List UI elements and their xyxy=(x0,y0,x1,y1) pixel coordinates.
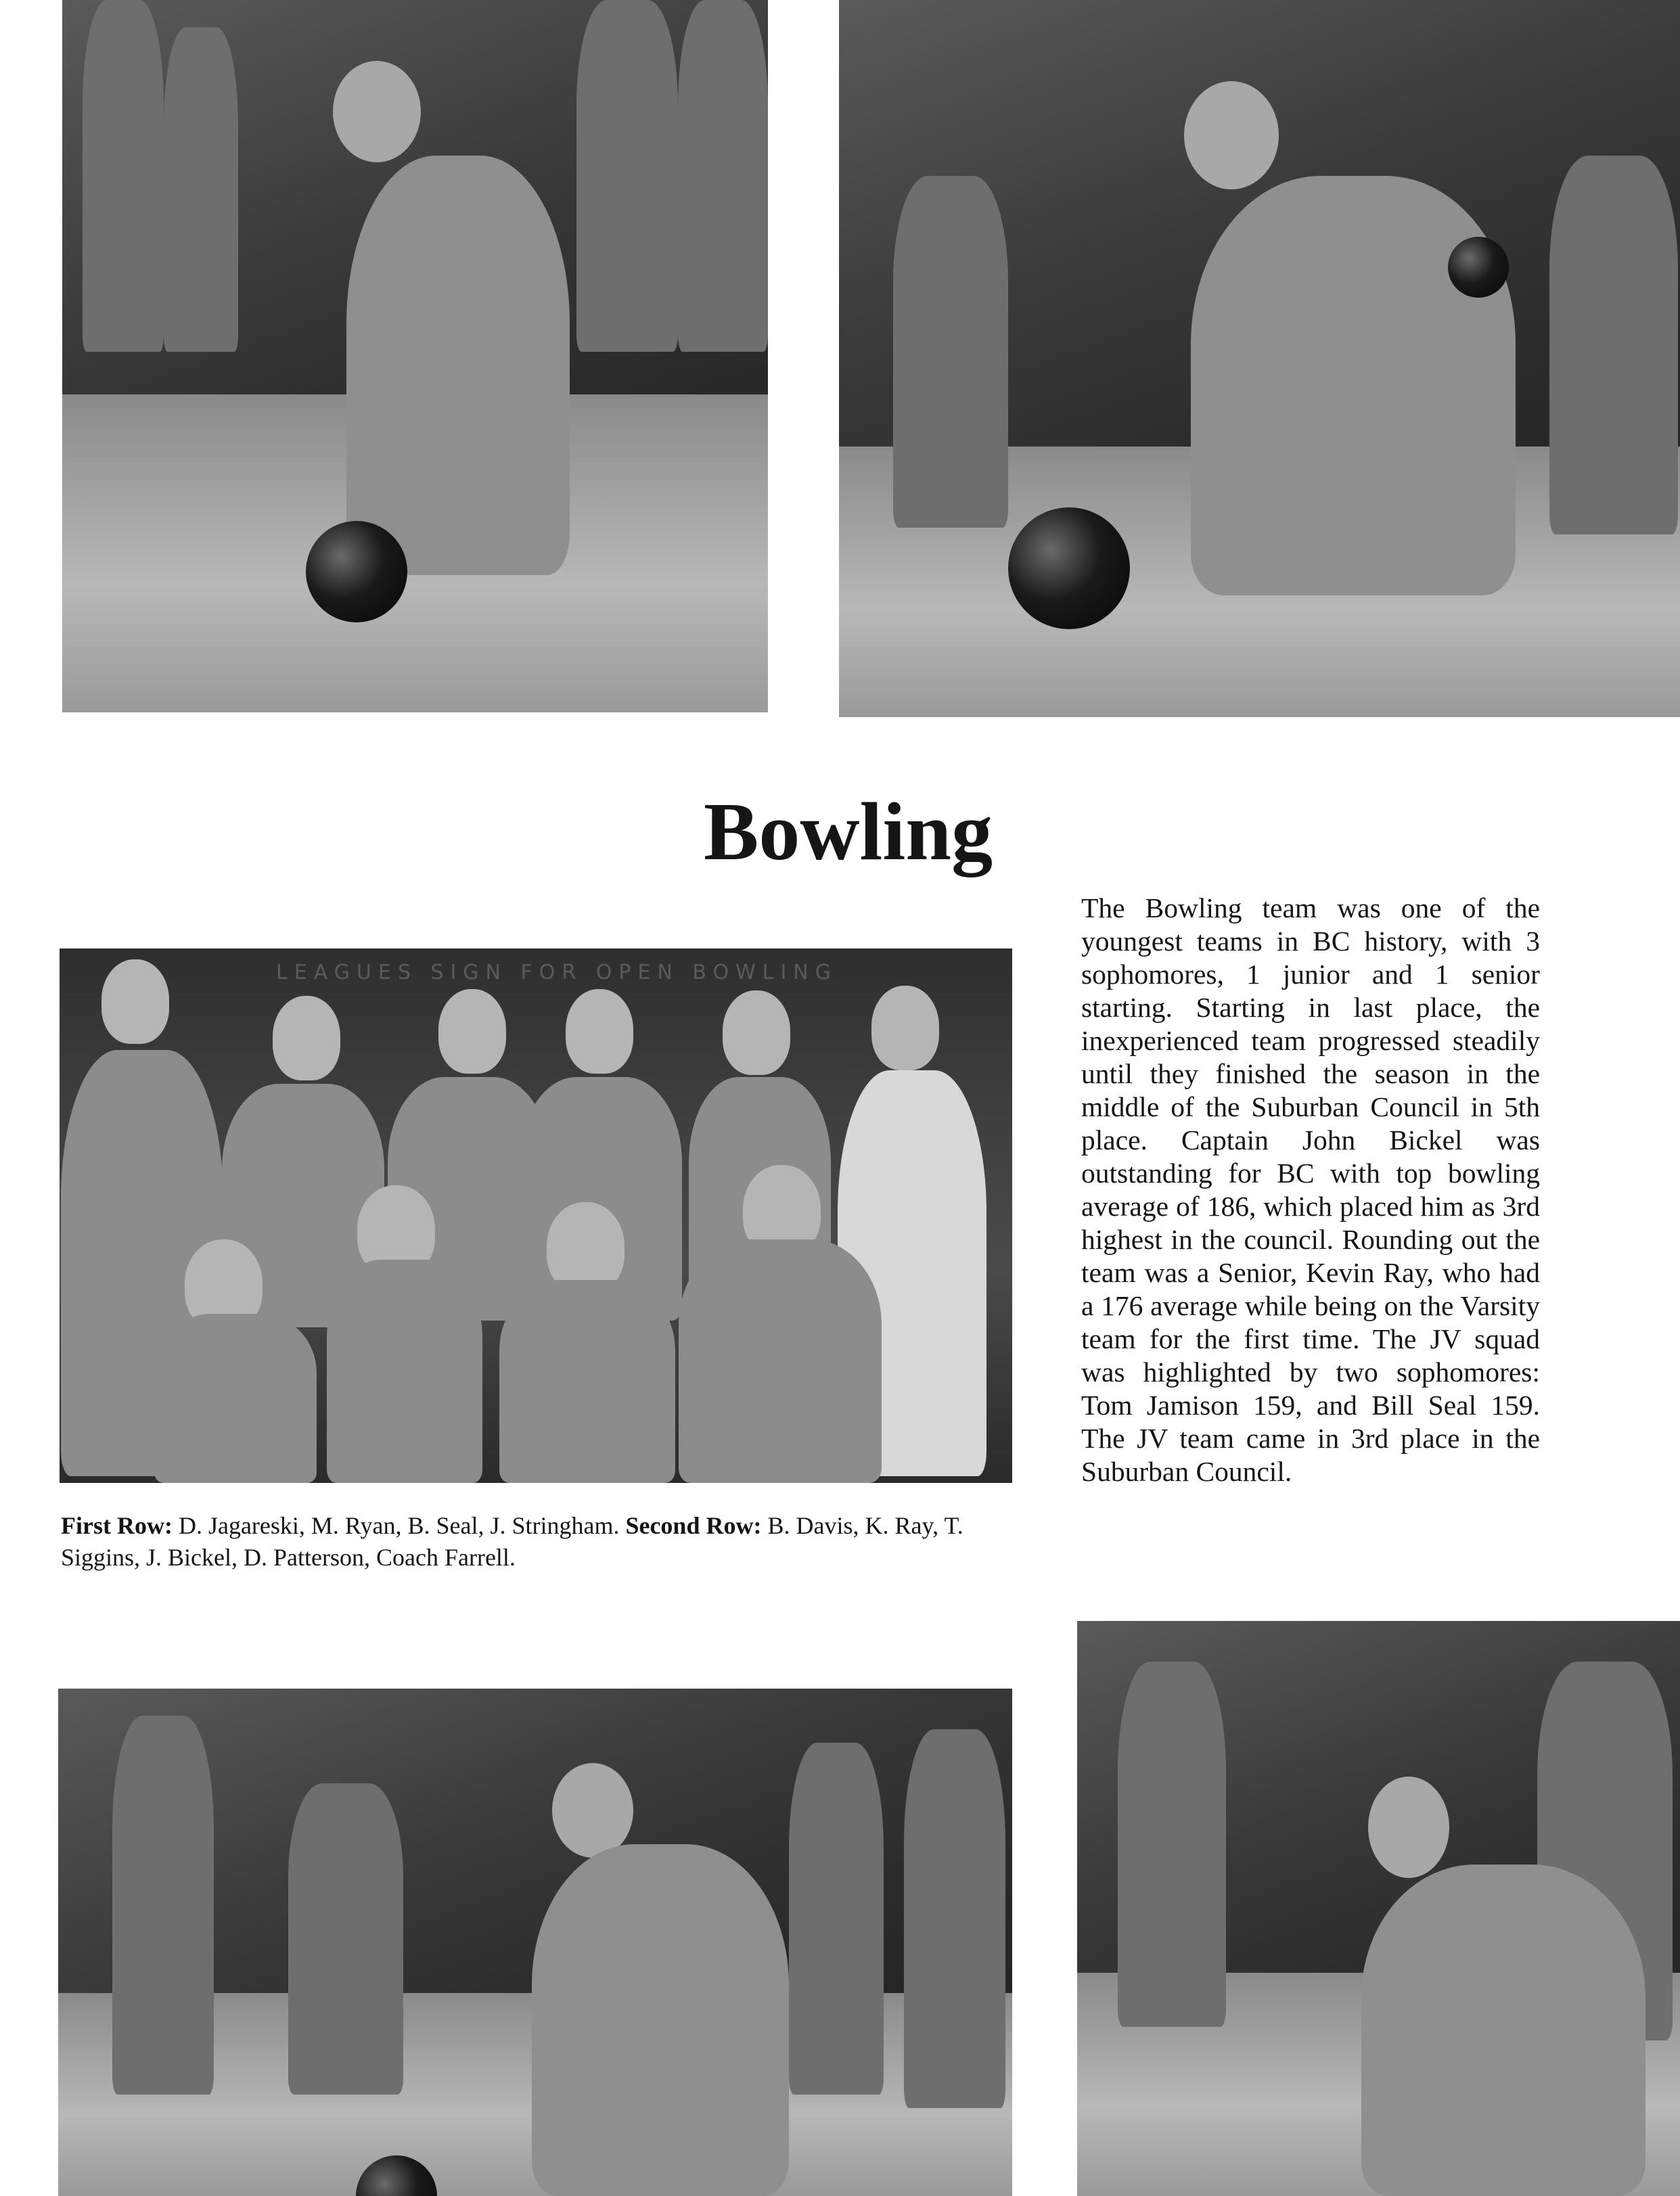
bowler-head xyxy=(333,61,421,162)
background-spectator xyxy=(1549,156,1678,534)
team-member-head xyxy=(273,996,340,1080)
coach-head xyxy=(871,986,939,1070)
background-spectator xyxy=(789,1743,884,2095)
background-spectator xyxy=(83,0,164,352)
background-spectator xyxy=(576,0,678,352)
team-member xyxy=(154,1314,317,1483)
background-spectator xyxy=(893,176,1008,528)
team-member-head xyxy=(101,959,169,1044)
lane-sign: LEAGUES SIGN FOR OPEN BOWLING xyxy=(276,961,838,984)
bowler-figure xyxy=(1361,1865,1645,2196)
bowler-head xyxy=(1184,81,1279,189)
bowling-ball xyxy=(1008,507,1130,629)
bowler-figure xyxy=(346,156,570,575)
team-member-head xyxy=(438,989,506,1074)
team-member xyxy=(679,1239,882,1483)
photo-bowler-bottom-right xyxy=(1077,1621,1680,2196)
background-spectator xyxy=(1118,1662,1226,2027)
background-spectator xyxy=(904,1729,1005,2108)
photo-bowler-bottom-left xyxy=(58,1689,1012,2196)
caption-second-row-names: B. Davis, K. Ray, T. Siggins, J. Bickel, D. Patterson, Coach Farrell. xyxy=(61,1512,963,1571)
article-body: The Bowling team was one of the youngest teams in BC history, with 3 sophomores, 1 junior and 1 senior starting. Starting in last place, the inexperienced team progressed steadily until they finished the season in the middle of the Suburban Council in 5th place. Captain John Bickel was outstanding for BC with top bowling average of 186, which placed him as 3rd highest in the council. Rounding out the team was a Senior, Kevin Ray, who had a 176 average while being on the Varsity team for the first time. The JV squad was highlighted by two sophomores: Tom Jamison 159, and Bill Seal 159. The JV team came in 3rd place in the Suburban Council. xyxy=(1081,892,1540,1487)
background-spectator xyxy=(288,1783,403,2095)
caption-second-row-label: Second Row: xyxy=(625,1512,762,1539)
team-photo-caption xyxy=(61,1510,1001,1574)
bowler-head xyxy=(552,1763,633,1858)
caption-first-row-names: D. Jagareski, M. Ryan, B. Seal, J. Stringham. xyxy=(172,1512,626,1539)
bowler-head xyxy=(1368,1777,1449,1878)
team-member-head xyxy=(566,989,633,1074)
bowler-figure xyxy=(532,1844,789,2196)
photo-team xyxy=(60,948,1012,1483)
background-spectator xyxy=(112,1716,214,2095)
team-member xyxy=(327,1260,482,1483)
background-spectator xyxy=(678,0,768,352)
page-title: Bowling xyxy=(704,786,993,877)
caption-first-row-label: First Row: xyxy=(61,1512,173,1539)
team-member xyxy=(499,1280,675,1483)
photo-bowler-top-right xyxy=(839,0,1680,717)
photo-bowler-top-left xyxy=(62,0,768,712)
team-member-head xyxy=(723,990,790,1075)
bowling-ball xyxy=(306,521,407,622)
bowling-ball xyxy=(1448,237,1509,298)
background-spectator xyxy=(164,27,238,352)
